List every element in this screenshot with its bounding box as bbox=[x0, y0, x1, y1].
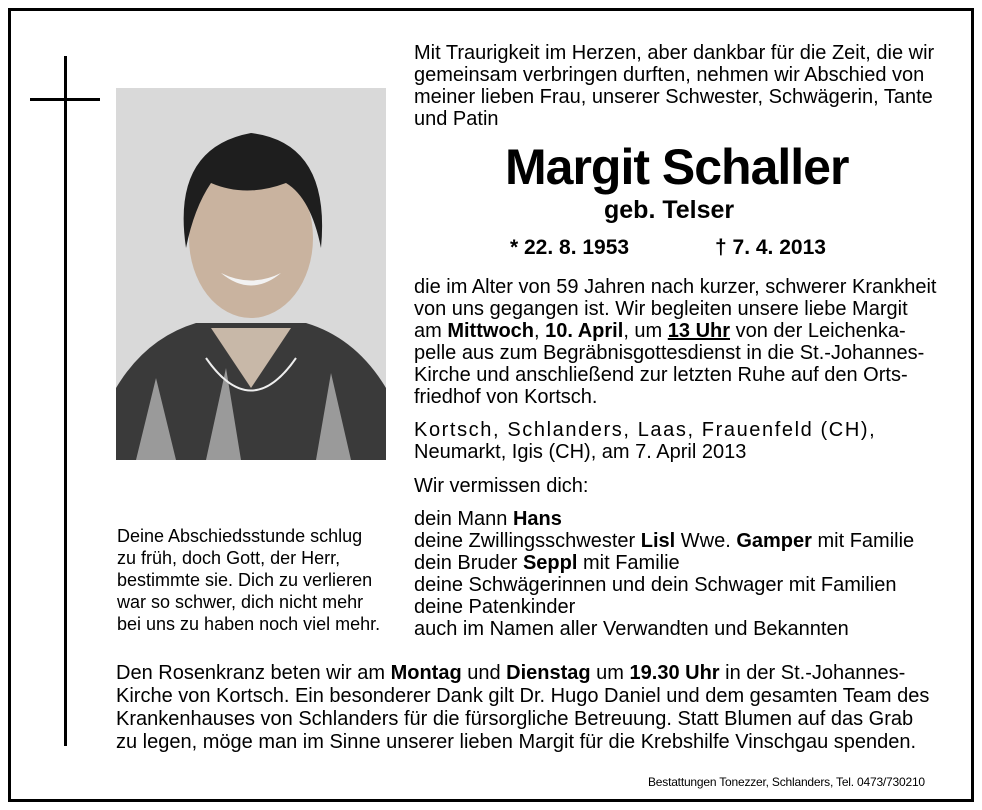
funeral-date: 10. April bbox=[545, 320, 624, 342]
thanks-line-2: Krankenhauses von Schlanders für die fürsorgliche Betreuung. Statt Blumen auf das Grab bbox=[116, 708, 914, 730]
body-line-1: die im Alter von 59 Jahren nach kurzer, schwerer Krankheit bbox=[414, 276, 937, 298]
place-line-1: Kortsch, Schlanders, Laas, Frauenfeld (CH), bbox=[414, 419, 877, 441]
funeral-day: Mittwoch bbox=[447, 320, 534, 342]
family-line-1: dein Mann Hans bbox=[414, 508, 562, 530]
body-line-5: Kirche und anschließend zur letzten Ruhe auf den Orts- bbox=[414, 364, 908, 386]
deceased-name: Margit Schaller bbox=[505, 139, 849, 195]
intro-line-3: meiner lieben Frau, unserer Schwester, Schwägerin, Tante bbox=[414, 86, 933, 108]
body-line-3: am Mittwoch, 10. April, um 13 Uhr von der Leichenka- bbox=[414, 320, 906, 342]
rosary-line-1: Den Rosenkranz beten wir am Montag und Dienstag um 19.30 Uhr in der St.-Johannes- bbox=[116, 662, 906, 684]
death-date: † 7. 4. 2013 bbox=[715, 236, 826, 259]
body-line-6: friedhof von Kortsch. bbox=[414, 386, 598, 408]
maiden-name: geb. Telser bbox=[604, 196, 735, 224]
body-line-4: pelle aus zum Begräbnisgottesdienst in die St.-Johannes- bbox=[414, 342, 925, 364]
family-line-5: deine Patenkinder bbox=[414, 596, 576, 618]
verse-line-3: bestimmte sie. Dich zu verlieren bbox=[117, 570, 373, 590]
body-line-2: von uns gegangen ist. Wir begleiten unsere liebe Margit bbox=[414, 298, 908, 320]
intro-line-4: und Patin bbox=[414, 108, 499, 130]
thanks-line-3: zu legen, möge man im Sinne unserer lieben Margit für die Krebshilfe Vinschgau spenden. bbox=[116, 731, 917, 753]
verse-line-1: Deine Abschiedsstunde schlug bbox=[117, 526, 363, 546]
birth-date: * 22. 8. 1953 bbox=[510, 236, 630, 259]
portrait-photo bbox=[116, 88, 386, 460]
family-line-6: auch im Namen aller Verwandten und Bekannten bbox=[414, 618, 849, 640]
cross-icon bbox=[64, 56, 67, 746]
family-line-3: dein Bruder Seppl mit Familie bbox=[414, 552, 680, 574]
cross-icon-bar bbox=[30, 98, 100, 101]
family-line-2: deine Zwillingsschwester Lisl Wwe. Gamper mit Familie bbox=[414, 530, 915, 552]
family-line-4: deine Schwägerinnen und dein Schwager mit Familien bbox=[414, 574, 897, 596]
funeral-time: 13 Uhr bbox=[667, 320, 731, 342]
intro-line-2: gemeinsam verbringen durften, nehmen wir Abschied von bbox=[414, 64, 925, 86]
verse-line-2: zu früh, doch Gott, der Herr, bbox=[117, 548, 341, 568]
place-line-2: Neumarkt, Igis (CH), am 7. April 2013 bbox=[414, 441, 747, 463]
miss-heading: Wir vermissen dich: bbox=[414, 475, 589, 497]
funeral-home-footer: Bestattungen Tonezzer, Schlanders, Tel. 0473/730210 bbox=[648, 775, 925, 789]
verse-line-5: bei uns zu haben noch viel mehr. bbox=[117, 614, 381, 634]
intro-line-1: Mit Traurigkeit im Herzen, aber dankbar für die Zeit, die wir bbox=[414, 42, 935, 64]
thanks-line-1: Kirche von Kortsch. Ein besonderer Dank gilt Dr. Hugo Daniel und dem gesamten Team des bbox=[116, 685, 930, 707]
verse-line-4: war so schwer, dich nicht mehr bbox=[117, 592, 364, 612]
